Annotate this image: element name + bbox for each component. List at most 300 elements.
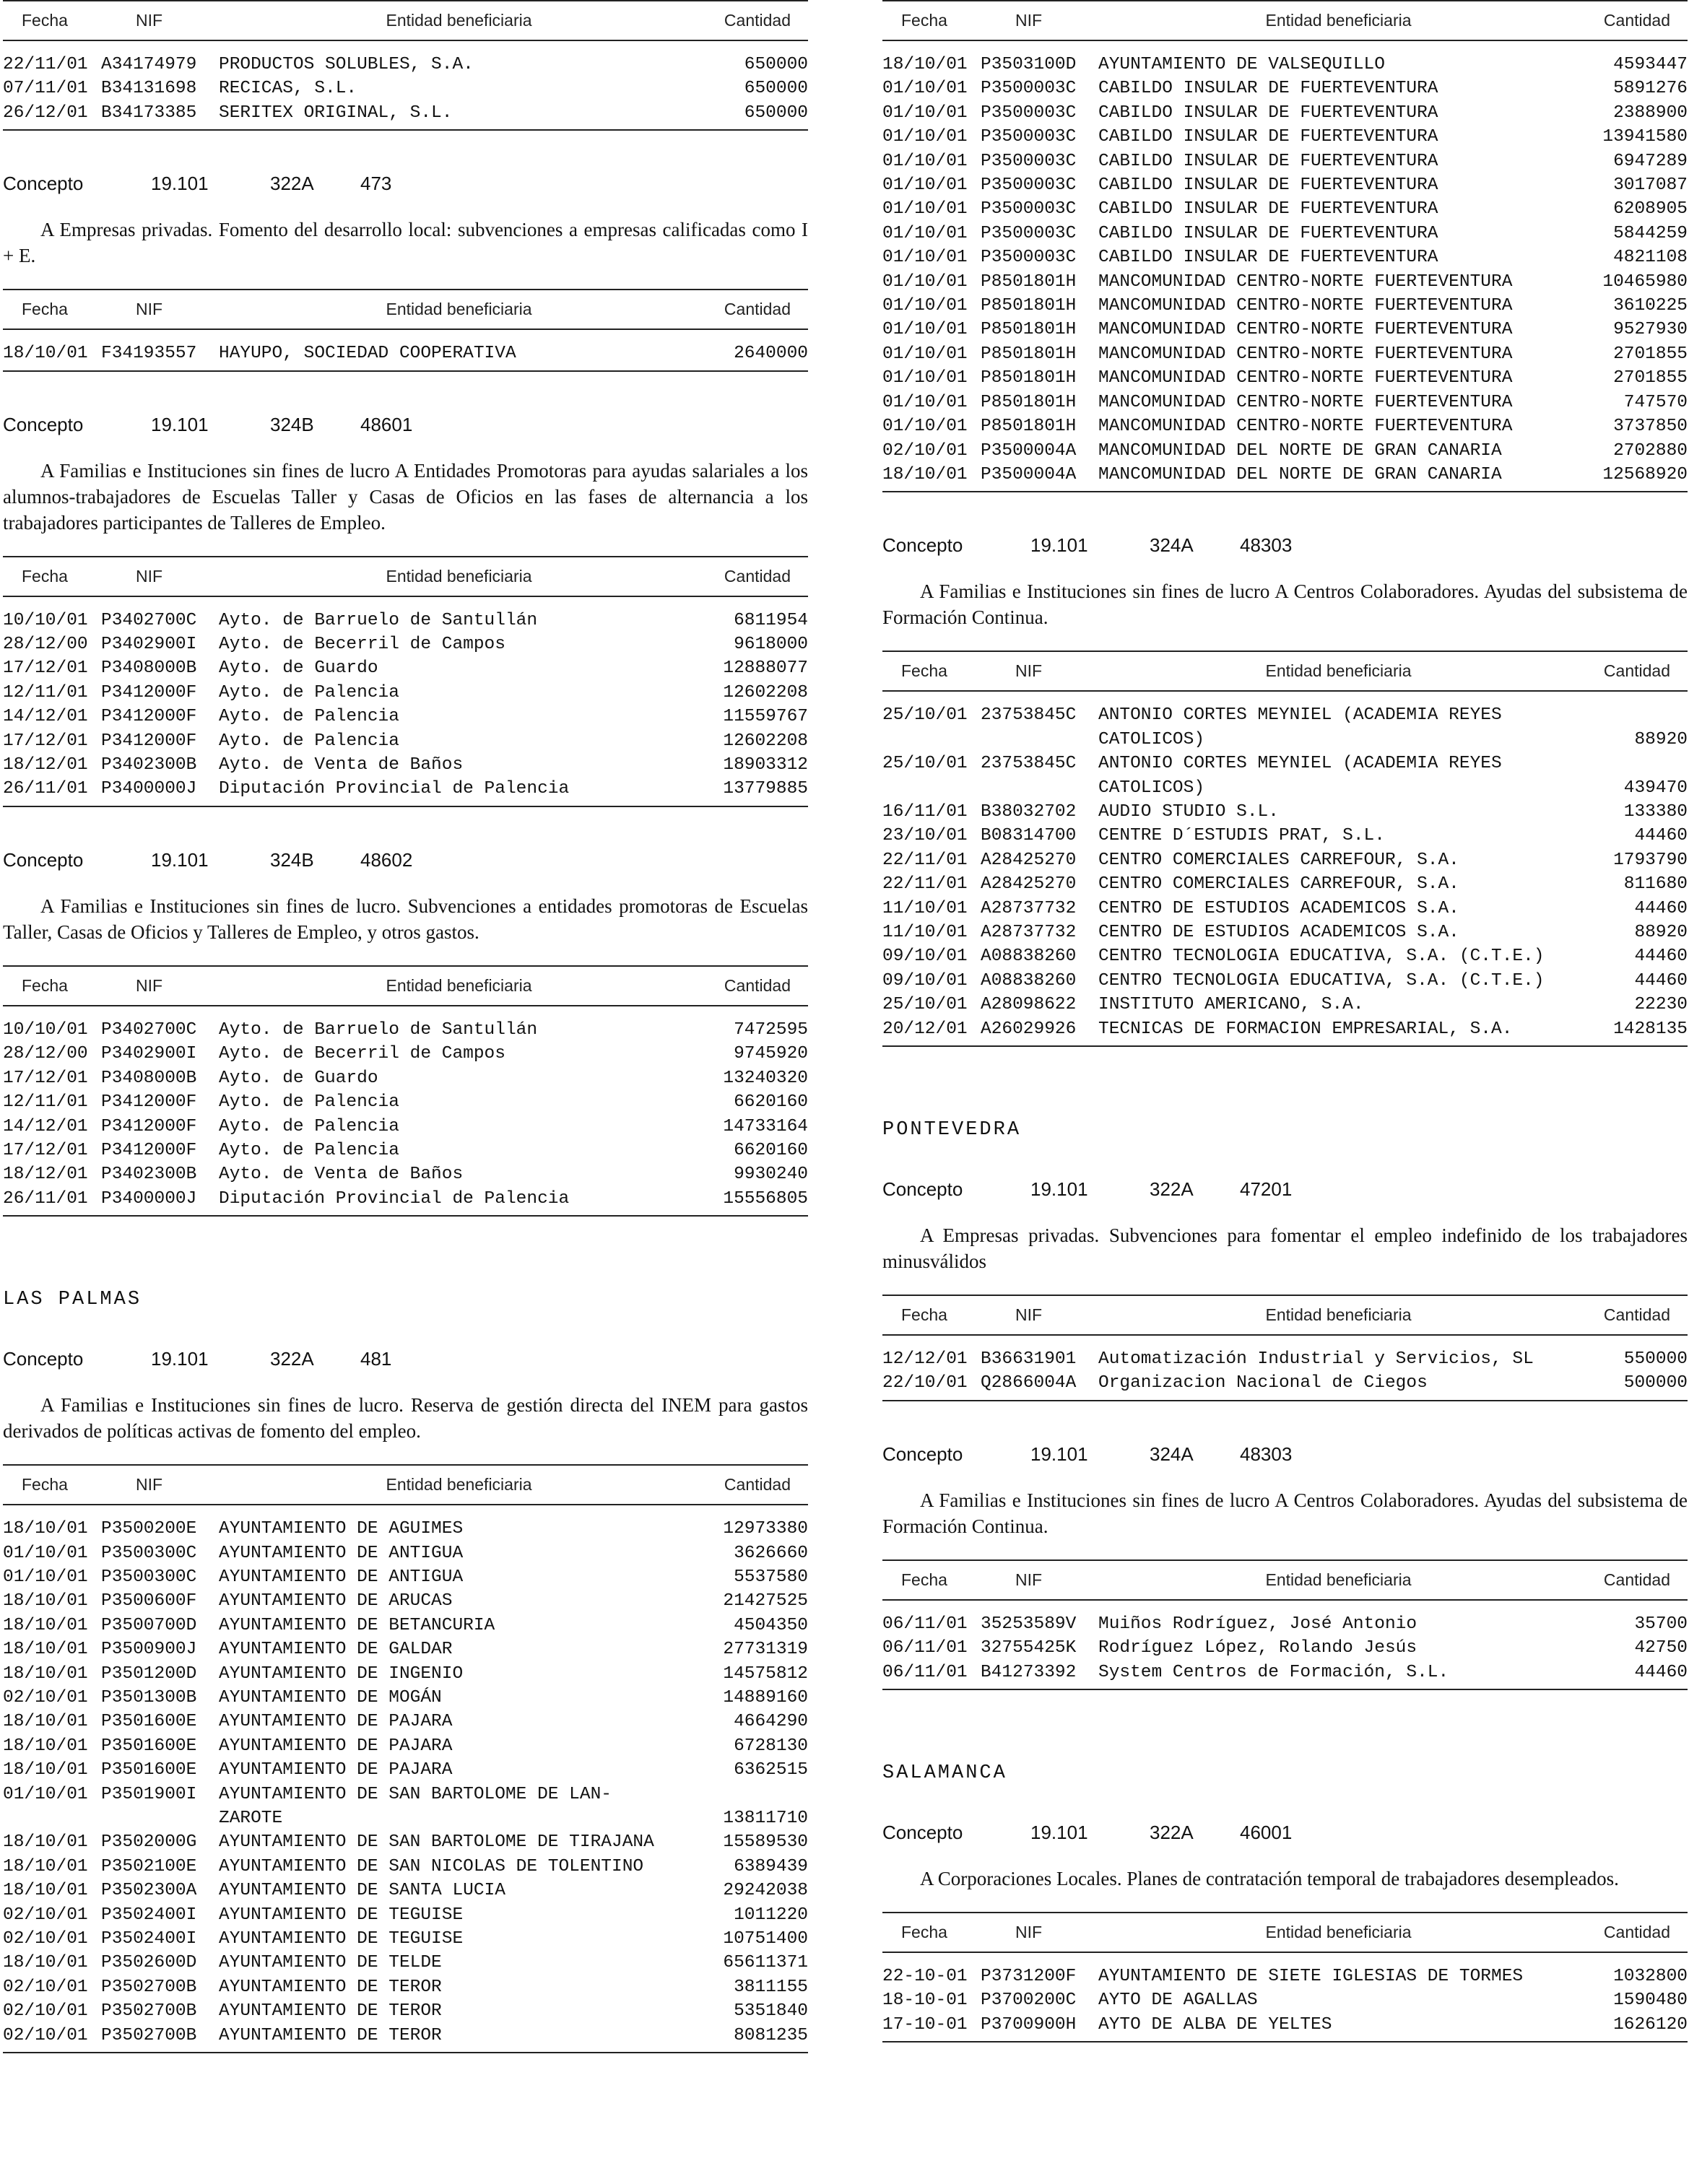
entity-cell: TECNICAS DE FORMACION EMPRESARIAL, S.A.	[1098, 1019, 1513, 1039]
amount-cell: 18903312	[723, 755, 808, 775]
amount-cell: 500000	[1623, 1373, 1688, 1393]
concepto-number: 19.101	[1030, 534, 1088, 557]
table-row	[882, 1347, 1688, 1371]
entity-cell: MANCOMUNIDAD CENTRO-NORTE FUERTEVENTURA	[1098, 296, 1513, 316]
entity-cell: SERITEX ORIGINAL, S.L.	[219, 103, 453, 123]
amount-cell: 5891276	[1613, 79, 1688, 99]
table-row	[3, 1066, 808, 1090]
nif-cell: P3402900I	[101, 1044, 197, 1064]
table-body	[3, 1505, 808, 2053]
entity-cell: AYUNTAMIENTO DE TEGUISE	[219, 1905, 464, 1925]
table	[882, 0, 1688, 492]
date-cell: 16/11/01	[882, 801, 968, 822]
entity-cell: RECICAS, S.L.	[219, 79, 357, 99]
entity-cell: CENTRO DE ESTUDIOS ACADEMICOS S.A.	[1098, 898, 1459, 918]
date-cell: 01/10/01	[882, 151, 968, 171]
table-row	[882, 342, 1688, 366]
column-header-fecha: Fecha	[22, 1475, 68, 1495]
amount-cell: 3626660	[734, 1543, 808, 1563]
nif-cell: P3500003C	[981, 175, 1077, 196]
concepto-line	[882, 1822, 1688, 1844]
nif-cell: P3500300C	[101, 1567, 197, 1587]
nif-cell: Q2866004A	[981, 1373, 1077, 1393]
entity-cell: Ayto. de Palencia	[219, 731, 399, 751]
nif-cell: B34173385	[101, 103, 197, 123]
nif-cell: P8501801H	[981, 417, 1077, 437]
nif-cell: P3502400I	[101, 1905, 197, 1925]
entity-cell: AYUNTAMIENTO DE AGUIMES	[219, 1519, 464, 1539]
table-header	[882, 0, 1688, 41]
column-header-cantidad: Cantidad	[1603, 1923, 1670, 1942]
entity-cell: Ayto. de Barruelo de Santullán	[219, 1019, 538, 1040]
date-cell: 17/12/01	[3, 1068, 88, 1088]
table-row	[3, 1018, 808, 1042]
table-row	[3, 1999, 808, 2023]
nif-cell: P3400000J	[101, 1188, 197, 1209]
table-row	[882, 944, 1688, 968]
date-cell: 10/10/01	[3, 610, 88, 630]
column-header-fecha: Fecha	[901, 661, 947, 681]
table-row	[3, 1830, 808, 1854]
column-header-fecha: Fecha	[22, 566, 68, 586]
amount-cell: 44460	[1634, 947, 1688, 967]
entity-cell: CABILDO INSULAR DE FUERTEVENTURA	[1098, 223, 1438, 243]
nif-cell: A28425270	[981, 850, 1077, 870]
nif-cell: P3500200E	[101, 1519, 197, 1539]
column-header-entidad: Entidad beneficiaria	[1265, 1305, 1412, 1324]
concepto-line	[882, 534, 1688, 557]
amount-cell: 3737850	[1613, 417, 1688, 437]
concepto-code: 48303	[1240, 534, 1293, 557]
table-row	[882, 414, 1688, 438]
nif-cell: P3408000B	[101, 658, 197, 679]
table-row	[882, 1636, 1688, 1660]
table	[882, 1912, 1688, 2042]
nif-cell: P3402700C	[101, 610, 197, 630]
entity-cell: AYUNTAMIENTO DE INGENIO	[219, 1663, 464, 1684]
column-header-fecha: Fecha	[901, 1570, 947, 1589]
amount-cell: 811680	[1623, 874, 1688, 895]
entity-cell: Ayto. de Guardo	[219, 1068, 378, 1088]
table-row	[882, 173, 1688, 197]
entity-cell: Ayto. de Palencia	[219, 707, 399, 727]
column-header-cantidad: Cantidad	[1603, 661, 1670, 681]
nif-cell: P8501801H	[981, 296, 1077, 316]
amount-cell: 1590480	[1613, 1991, 1688, 2011]
amount-cell: 22230	[1634, 995, 1688, 1015]
nif-cell: A08838260	[981, 947, 1077, 967]
column-header-entidad: Entidad beneficiaria	[386, 1475, 532, 1495]
table-row	[882, 53, 1688, 77]
table-header	[3, 289, 808, 330]
nif-cell: P3500900J	[101, 1640, 197, 1660]
entity-cell: PRODUCTOS SOLUBLES, S.A.	[219, 55, 474, 74]
table-row	[882, 897, 1688, 921]
amount-cell: 15589530	[723, 1832, 808, 1853]
amount-cell: 6620160	[734, 1140, 808, 1160]
amount-cell: 44460	[1634, 970, 1688, 991]
column-header-nif: NIF	[1015, 1570, 1043, 1589]
table-row	[3, 1758, 808, 1782]
date-cell: 18/10/01	[3, 1615, 88, 1635]
nif-cell: P3731200F	[981, 1967, 1077, 1987]
nif-cell: P3402300B	[101, 1165, 197, 1185]
date-cell: 02/10/01	[3, 1905, 88, 1925]
date-cell: 18/10/01	[3, 1712, 88, 1732]
entity-cell: Diputación Provincial de Palencia	[219, 779, 570, 799]
amount-cell: 6362515	[734, 1760, 808, 1780]
table-row	[3, 101, 808, 125]
entity-cell: AYUNTAMIENTO DE SIETE IGLESIAS DE TORMES	[1098, 1967, 1524, 1987]
amount-cell: 10465980	[1602, 271, 1688, 292]
concepto-label: Concepto	[3, 848, 84, 871]
entity-cell: AYUNTAMIENTO DE ARUCAS	[219, 1591, 453, 1611]
entity-cell: Ayto. de Palencia	[219, 1116, 399, 1136]
date-cell: 18/10/01	[3, 1736, 88, 1756]
amount-cell: 9930240	[734, 1165, 808, 1185]
amount-cell: 42750	[1634, 1638, 1688, 1658]
amount-cell: 88920	[1634, 729, 1688, 749]
entity-cell: AUDIO STUDIO S.L.	[1098, 801, 1279, 822]
column-header-cantidad: Cantidad	[724, 300, 791, 319]
table-row	[882, 318, 1688, 341]
entity-cell: MANCOMUNIDAD DEL NORTE DE GRAN CANARIA	[1098, 464, 1502, 484]
nif-cell: B41273392	[981, 1662, 1077, 1682]
table-header	[3, 556, 808, 597]
column-header-entidad: Entidad beneficiaria	[1265, 661, 1412, 681]
column-header-cantidad: Cantidad	[724, 1475, 791, 1495]
date-cell: 26/11/01	[3, 779, 88, 799]
table-row	[3, 1637, 808, 1661]
concepto-number: 19.101	[151, 413, 209, 435]
date-cell: 06/11/01	[882, 1662, 968, 1682]
entity-cell: AYUNTAMIENTO DE MOGÁN	[219, 1687, 442, 1707]
entity-cell: AYUNTAMIENTO DE BETANCURIA	[219, 1615, 495, 1635]
entity-cell: AYUNTAMIENTO DE TEROR	[219, 2025, 442, 2045]
date-cell: 01/10/01	[882, 175, 968, 196]
nif-cell: P3502000G	[101, 1832, 197, 1853]
concepto-program: 324B	[270, 848, 314, 871]
amount-cell: 550000	[1623, 1349, 1688, 1369]
table-row	[882, 101, 1688, 125]
concepto-number: 19.101	[151, 1348, 209, 1370]
table-row	[3, 1855, 808, 1879]
province-heading: SALAMANCA	[882, 1762, 1007, 1785]
nif-cell: P3412000F	[101, 1092, 197, 1113]
table	[3, 556, 808, 807]
concepto-label: Concepto	[882, 1822, 963, 1844]
concepto-line	[882, 1443, 1688, 1466]
amount-cell: 14575812	[723, 1663, 808, 1684]
amount-cell: 5351840	[734, 2001, 808, 2022]
table-body	[3, 41, 808, 131]
date-cell: 18/12/01	[3, 755, 88, 775]
table-row	[3, 1614, 808, 1637]
date-cell: 10/10/01	[3, 1019, 88, 1040]
table-header	[3, 1464, 808, 1505]
nif-cell: P3500700D	[101, 1615, 197, 1635]
entity-cell: CABILDO INSULAR DE FUERTEVENTURA	[1098, 103, 1438, 123]
amount-cell: 747570	[1623, 392, 1688, 412]
entity-cell: Ayto. de Becerril de Campos	[219, 635, 505, 655]
entity-cell: ANTONIO CORTES MEYNIEL (ACADEMIA REYES CATOLICOS)	[1098, 754, 1502, 798]
nif-cell: P3500003C	[981, 103, 1077, 123]
concepto-label: Concepto	[882, 1443, 963, 1465]
date-cell: 14/12/01	[3, 707, 88, 727]
amount-cell: 4504350	[734, 1615, 808, 1635]
nif-cell: P3500003C	[981, 223, 1077, 243]
entity-cell: CABILDO INSULAR DE FUERTEVENTURA	[1098, 151, 1438, 171]
nif-cell: P8501801H	[981, 344, 1077, 364]
amount-cell: 14733164	[723, 1116, 808, 1136]
table-row	[3, 609, 808, 632]
nif-cell: P3502400I	[101, 1929, 197, 1949]
nif-cell: P3501900I	[101, 1784, 197, 1804]
table-row	[3, 1162, 808, 1186]
table-row	[3, 1710, 808, 1733]
table-row	[3, 1662, 808, 1686]
date-cell: 01/10/01	[882, 344, 968, 364]
date-cell: 01/10/01	[882, 417, 968, 437]
nif-cell: P3412000F	[101, 682, 197, 702]
table-row	[882, 1371, 1688, 1395]
column-header-nif: NIF	[136, 1475, 163, 1495]
nif-cell: P3700200C	[981, 1991, 1077, 2011]
table	[882, 1559, 1688, 1690]
entity-cell: AYUNTAMIENTO DE PAJARA	[219, 1712, 453, 1732]
concepto-code: 481	[360, 1348, 392, 1370]
nif-cell: P3412000F	[101, 731, 197, 751]
table-row	[3, 729, 808, 753]
date-cell: 18/12/01	[3, 1165, 88, 1185]
date-cell: 12/12/01	[882, 1349, 968, 1369]
nif-cell: P3501200D	[101, 1663, 197, 1684]
nif-cell: P3502700B	[101, 1977, 197, 1997]
nif-cell: P3501600E	[101, 1760, 197, 1780]
entity-cell: MANCOMUNIDAD CENTRO-NORTE FUERTEVENTURA	[1098, 344, 1513, 364]
table-row	[882, 222, 1688, 245]
date-cell: 18/10/01	[3, 1856, 88, 1876]
date-cell: 22/11/01	[882, 874, 968, 895]
date-cell: 09/10/01	[882, 970, 968, 991]
amount-cell: 9527930	[1613, 320, 1688, 340]
table-row	[882, 703, 1688, 752]
date-cell: 18-10-01	[882, 1991, 968, 2011]
table-row	[882, 1988, 1688, 2012]
table-row	[3, 753, 808, 777]
date-cell: 12/11/01	[3, 682, 88, 702]
date-cell: 18/10/01	[3, 1881, 88, 1901]
table-row	[882, 439, 1688, 463]
amount-cell: 2388900	[1613, 103, 1688, 123]
entity-cell: Ayto. de Palencia	[219, 682, 399, 702]
amount-cell: 6208905	[1613, 199, 1688, 219]
nif-cell: P3503100D	[981, 55, 1077, 74]
date-cell: 22/11/01	[3, 55, 88, 74]
date-cell: 20/12/01	[882, 1019, 968, 1039]
entity-cell: AYUNTAMIENTO DE SAN NICOLAS DE TOLENTINO	[219, 1856, 644, 1876]
nif-cell: P8501801H	[981, 392, 1077, 412]
nif-cell: A08838260	[981, 970, 1077, 991]
province-heading: LAS PALMAS	[3, 1289, 142, 1311]
entity-cell: CENTRO DE ESTUDIOS ACADEMICOS S.A.	[1098, 922, 1459, 942]
concepto-description: A Familias e Instituciones sin fines de lucro A Centros Colaboradores. Ayudas del subsistema de Formación Continua.	[882, 1489, 1688, 1537]
date-cell: 01/10/01	[882, 127, 968, 147]
date-cell: 18/10/01	[3, 1591, 88, 1611]
table-body	[882, 1953, 1688, 2042]
table-row	[882, 1017, 1688, 1041]
date-cell: 01/10/01	[882, 103, 968, 123]
nif-cell: P3502600D	[101, 1953, 197, 1973]
date-cell: 01/10/01	[882, 392, 968, 412]
concepto-number: 19.101	[1030, 1443, 1088, 1465]
entity-cell: Diputación Provincial de Palencia	[219, 1188, 570, 1209]
entity-cell: Organizacion Nacional de Ciegos	[1098, 1373, 1428, 1393]
amount-cell: 12888077	[723, 658, 808, 679]
date-cell: 12/11/01	[3, 1092, 88, 1113]
nif-cell: P3700900H	[981, 2014, 1077, 2035]
concepto-label: Concepto	[882, 1178, 963, 1200]
column-header-nif: NIF	[1015, 11, 1043, 30]
entity-cell: Automatización Industrial y Servicios, SL	[1098, 1349, 1534, 1369]
column-header-nif: NIF	[1015, 661, 1043, 681]
column-header-fecha: Fecha	[901, 11, 947, 30]
table-row	[3, 341, 808, 365]
amount-cell: 12602208	[723, 682, 808, 702]
amount-cell: 3610225	[1613, 296, 1688, 316]
nif-cell: B08314700	[981, 826, 1077, 846]
entity-cell: INSTITUTO AMERICANO, S.A.	[1098, 995, 1364, 1015]
nif-cell: P3500600F	[101, 1591, 197, 1611]
amount-cell: 6947289	[1613, 151, 1688, 171]
amount-cell: 15556805	[723, 1188, 808, 1209]
entity-cell: CABILDO INSULAR DE FUERTEVENTURA	[1098, 127, 1438, 147]
concepto-program: 322A	[270, 1348, 314, 1370]
nif-cell: P3412000F	[101, 1116, 197, 1136]
entity-cell: Ayto. de Palencia	[219, 1140, 399, 1160]
table	[882, 1295, 1688, 1401]
table-row	[3, 1734, 808, 1758]
date-cell: 11/10/01	[882, 922, 968, 942]
concepto-program: 324A	[1150, 534, 1194, 557]
concepto-description: A Familias e Instituciones sin fines de lucro A Centros Colaboradores. Ayudas del subsistema de Formación Continua.	[882, 580, 1688, 629]
amount-cell: 4821108	[1613, 248, 1688, 268]
entity-cell: CENTRO COMERCIALES CARREFOUR, S.A.	[1098, 874, 1459, 895]
date-cell: 06/11/01	[882, 1638, 968, 1658]
concepto-code: 48601	[360, 413, 413, 435]
table-row	[882, 270, 1688, 294]
date-cell: 02/10/01	[3, 1929, 88, 1949]
amount-cell: 2702880	[1613, 440, 1688, 461]
concepto-program: 322A	[270, 173, 314, 195]
column-header-nif: NIF	[1015, 1923, 1043, 1942]
entity-cell: Ayto. de Palencia	[219, 1092, 399, 1113]
table-header	[3, 965, 808, 1006]
column-header-cantidad: Cantidad	[724, 566, 791, 586]
concepto-description: A Familias e Instituciones sin fines de lucro A Entidades Promotoras para ayudas salariales a los alumnos-trabajadores de Escuelas Taller y Casas de Oficios en las fases de alternancia a los trabajadores participantes de Talleres de Empleo.	[3, 459, 808, 534]
amount-cell: 13941580	[1602, 127, 1688, 147]
entity-cell: AYTO DE ALBA DE YELTES	[1098, 2014, 1332, 2035]
entity-cell: MANCOMUNIDAD CENTRO-NORTE FUERTEVENTURA	[1098, 368, 1513, 388]
column-header-entidad: Entidad beneficiaria	[386, 566, 532, 586]
column-header-cantidad: Cantidad	[724, 11, 791, 30]
nif-cell: A28098622	[981, 995, 1077, 1015]
table-row	[882, 245, 1688, 269]
amount-cell: 10751400	[723, 1929, 808, 1949]
table-row	[3, 1903, 808, 1927]
entity-cell: AYUNTAMIENTO DE SANTA LUCIA	[219, 1881, 505, 1901]
table-row	[3, 1589, 808, 1613]
amount-cell: 35700	[1634, 1614, 1688, 1634]
date-cell: 01/10/01	[882, 368, 968, 388]
column-header-fecha: Fecha	[901, 1923, 947, 1942]
nif-cell: P3502700B	[101, 2001, 197, 2022]
concepto-number: 19.101	[1030, 1822, 1088, 1844]
amount-cell: 1032800	[1613, 1967, 1688, 1987]
amount-cell: 8081235	[734, 2025, 808, 2045]
concepto-code: 47201	[1240, 1178, 1293, 1200]
date-cell: 18/10/01	[882, 55, 968, 74]
nif-cell: F34193557	[101, 344, 197, 364]
date-cell: 01/10/01	[3, 1567, 88, 1587]
table-row	[882, 1965, 1688, 1988]
nif-cell: P3402300B	[101, 755, 197, 775]
entity-cell: Ayto. de Guardo	[219, 658, 378, 679]
amount-cell: 4664290	[734, 1712, 808, 1732]
amount-cell: 650000	[744, 103, 808, 123]
entity-cell: MANCOMUNIDAD CENTRO-NORTE FUERTEVENTURA	[1098, 320, 1513, 340]
date-cell: 28/12/00	[3, 1044, 88, 1064]
table-row	[3, 1879, 808, 1902]
entity-cell: Ayto. de Barruelo de Santullán	[219, 610, 538, 630]
entity-cell: MANCOMUNIDAD CENTRO-NORTE FUERTEVENTURA	[1098, 417, 1513, 437]
column-header-fecha: Fecha	[901, 1305, 947, 1324]
date-cell: 22/10/01	[882, 1373, 968, 1393]
concepto-number: 19.101	[1030, 1178, 1088, 1200]
entity-cell: CABILDO INSULAR DE FUERTEVENTURA	[1098, 79, 1438, 99]
entity-cell: AYUNTAMIENTO DE TELDE	[219, 1953, 442, 1973]
entity-cell: AYUNTAMIENTO DE SAN BARTOLOME DE TIRAJANA	[219, 1832, 654, 1853]
column-header-cantidad: Cantidad	[1603, 11, 1670, 30]
amount-cell: 6389439	[734, 1856, 808, 1876]
amount-cell: 1428135	[1613, 1019, 1688, 1039]
amount-cell: 14889160	[723, 1687, 808, 1707]
entity-cell: Rodríguez López, Rolando Jesús	[1098, 1638, 1417, 1658]
column-header-fecha: Fecha	[22, 11, 68, 30]
date-cell: 25/10/01	[882, 995, 968, 1015]
amount-cell: 12568920	[1602, 464, 1688, 484]
province-heading: PONTEVEDRA	[882, 1119, 1022, 1141]
table-row	[3, 1517, 808, 1541]
column-header-fecha: Fecha	[22, 300, 68, 319]
entity-cell: AYUNTAMIENTO DE VALSEQUILLO	[1098, 55, 1385, 74]
table-row	[3, 656, 808, 680]
entity-cell: CABILDO INSULAR DE FUERTEVENTURA	[1098, 199, 1438, 219]
amount-cell: 13779885	[723, 779, 808, 799]
date-cell: 02/10/01	[3, 2025, 88, 2045]
date-cell: 17/12/01	[3, 658, 88, 679]
column-header-nif: NIF	[136, 975, 163, 995]
nif-cell: P3412000F	[101, 1140, 197, 1160]
entity-cell: MANCOMUNIDAD CENTRO-NORTE FUERTEVENTURA	[1098, 271, 1513, 292]
table-row	[882, 125, 1688, 149]
nif-cell: P3501600E	[101, 1712, 197, 1732]
nif-cell: B38032702	[981, 801, 1077, 822]
table-row	[882, 1661, 1688, 1684]
concepto-program: 322A	[1150, 1178, 1194, 1200]
entity-cell: System Centros de Formación, S.L.	[1098, 1662, 1449, 1682]
table-row	[882, 800, 1688, 824]
